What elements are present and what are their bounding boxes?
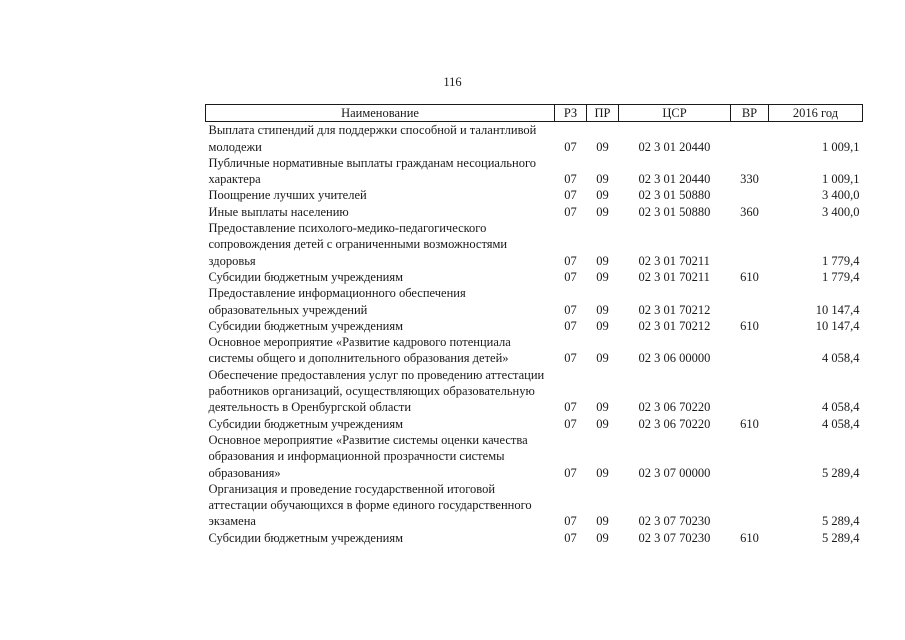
cell-amount: 1 009,1	[822, 139, 860, 154]
cell-rz: 07	[564, 253, 577, 268]
cell-pr: 09	[596, 172, 609, 187]
cell-pr: 09	[596, 253, 609, 268]
cell-vr: 610	[740, 530, 759, 545]
cell-name: Поощрение лучших учителей	[208, 188, 367, 203]
table-row	[206, 481, 863, 530]
cell-pr: 09	[596, 318, 609, 333]
header-row	[206, 105, 863, 122]
page-number: 116	[443, 75, 462, 89]
cell-amount: 10 147,4	[815, 318, 860, 333]
cell-pr: 09	[596, 416, 609, 431]
cell-name: Субсидии бюджетным учреждениям	[208, 318, 404, 333]
cell-csr: 02 3 06 00000	[638, 351, 711, 366]
cell-rz: 07	[564, 530, 577, 545]
cell-pr: 09	[596, 302, 609, 317]
cell-vr	[731, 122, 769, 155]
cell-rz: 07	[564, 351, 577, 366]
cell-pr: 09	[596, 269, 609, 284]
cell-amount: 5 289,4	[822, 530, 860, 545]
cell-vr	[731, 187, 769, 203]
cell-pr: 09	[596, 204, 609, 219]
cell-vr: 610	[740, 269, 759, 284]
cell-rz: 07	[564, 188, 577, 203]
table-body	[206, 122, 863, 546]
cell-pr: 09	[596, 530, 609, 545]
cell-pr: 09	[596, 188, 609, 203]
cell-amount: 3 400,0	[822, 188, 860, 203]
cell-vr	[731, 285, 769, 318]
cell-pr: 09	[596, 400, 609, 415]
cell-amount: 4 058,4	[822, 416, 860, 431]
table-row	[206, 285, 863, 318]
cell-vr	[731, 481, 769, 530]
cell-name: Предоставление информационного обеспечения образовательных учреждений	[208, 286, 466, 317]
cell-vr	[731, 367, 769, 416]
cell-rz: 07	[564, 416, 577, 431]
cell-csr: 02 3 01 50880	[638, 204, 711, 219]
table-header	[206, 105, 863, 122]
cell-name: Обеспечение предоставления услуг по проведению аттестации работников организаций, осуществляющих образовательную деятельность в Оренбургской области	[208, 367, 545, 415]
cell-name: Организация и проведение государственной итоговой аттестации обучающихся в форме единого государственного экзамена	[208, 481, 532, 529]
cell-csr: 02 3 01 70212	[638, 318, 711, 333]
cell-amount: 1 779,4	[822, 253, 860, 268]
table-row	[206, 187, 863, 203]
cell-rz: 07	[564, 465, 577, 480]
cell-pr: 09	[596, 514, 609, 529]
cell-amount: 5 289,4	[822, 514, 860, 529]
cell-vr: 610	[740, 318, 759, 333]
table-row	[206, 432, 863, 481]
cell-csr: 02 3 07 70230	[638, 530, 711, 545]
header-rz: РЗ	[555, 105, 587, 122]
cell-csr: 02 3 06 70220	[638, 400, 711, 415]
cell-rz: 07	[564, 269, 577, 284]
table-row	[206, 204, 863, 220]
cell-csr: 02 3 01 70211	[638, 269, 710, 284]
table-row	[206, 318, 863, 334]
cell-vr: 330	[740, 172, 759, 187]
cell-name: Основное мероприятие «Развитие системы оценки качества образования и информационной прозрачности системы образования»	[208, 432, 528, 480]
budget-table	[205, 104, 863, 546]
cell-rz: 07	[564, 204, 577, 219]
cell-amount: 10 147,4	[815, 302, 860, 317]
table-row	[206, 122, 863, 155]
cell-csr: 02 3 06 70220	[638, 416, 711, 431]
cell-vr: 360	[740, 204, 759, 219]
cell-vr	[731, 432, 769, 481]
cell-name: Иные выплаты населению	[208, 204, 349, 219]
cell-name: Публичные нормативные выплаты гражданам несоциального характера	[208, 155, 537, 187]
cell-amount: 4 058,4	[822, 351, 860, 366]
table-row	[206, 155, 863, 188]
cell-amount: 1 009,1	[822, 172, 860, 187]
cell-csr: 02 3 01 50880	[638, 188, 711, 203]
cell-vr	[731, 334, 769, 367]
cell-name: Основное мероприятие «Развитие кадрового потенциала системы общего и дополнительного образования детей»	[208, 335, 511, 366]
header-name: Наименование	[206, 105, 555, 122]
table-row	[206, 220, 863, 269]
cell-rz: 07	[564, 318, 577, 333]
cell-name: Субсидии бюджетным учреждениям	[208, 416, 404, 431]
cell-vr: 610	[740, 416, 759, 431]
table-row	[206, 334, 863, 367]
cell-csr: 02 3 01 70211	[638, 253, 710, 268]
table-row	[206, 416, 863, 432]
cell-pr: 09	[596, 139, 609, 154]
cell-amount: 5 289,4	[822, 465, 860, 480]
cell-pr: 09	[596, 351, 609, 366]
cell-name: Субсидии бюджетным учреждениям	[208, 269, 404, 284]
cell-pr: 09	[596, 465, 609, 480]
cell-csr: 02 3 07 70230	[638, 514, 711, 529]
cell-csr: 02 3 01 20440	[638, 172, 711, 187]
cell-name: Предоставление психолого-медико-педагогического сопровождения детей с ограниченными возможностями здоровья	[208, 221, 508, 268]
header-csr: ЦСР	[619, 105, 731, 122]
cell-csr: 02 3 01 20440	[638, 139, 711, 154]
cell-amount: 4 058,4	[822, 400, 860, 415]
cell-rz: 07	[564, 400, 577, 415]
cell-vr	[731, 220, 769, 269]
header-pr: ПР	[587, 105, 619, 122]
cell-rz: 07	[564, 139, 577, 154]
cell-rz: 07	[564, 514, 577, 529]
cell-rz: 07	[564, 302, 577, 317]
cell-csr: 02 3 07 00000	[638, 465, 711, 480]
cell-name: Субсидии бюджетным учреждениям	[208, 530, 404, 545]
table-row	[206, 367, 863, 416]
header-2016: 2016 год	[769, 105, 863, 122]
table-row	[206, 530, 863, 546]
header-vr: ВР	[731, 105, 769, 122]
cell-rz: 07	[564, 172, 577, 187]
table-row	[206, 269, 863, 285]
cell-amount: 3 400,0	[822, 204, 860, 219]
cell-csr: 02 3 01 70212	[638, 302, 711, 317]
cell-name: Выплата стипендий для поддержки способной и талантливой молодежи	[208, 123, 537, 154]
cell-amount: 1 779,4	[822, 269, 860, 284]
